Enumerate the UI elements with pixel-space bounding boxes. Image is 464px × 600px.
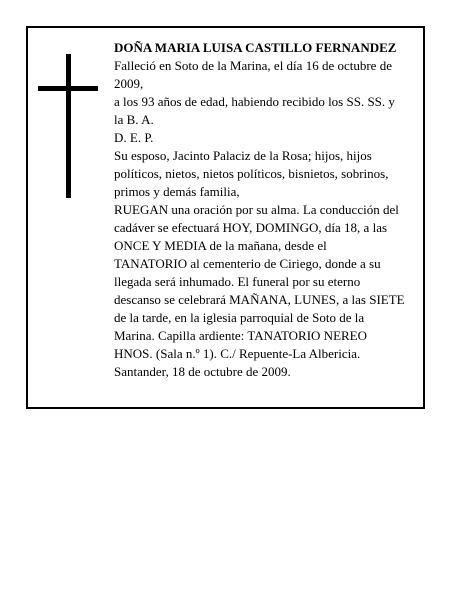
notice-line: Santander, 18 de octubre de 2009. [114,364,291,379]
notice-text [114,39,422,381]
notice-line: Falleció en Soto de la Marina, el día 16 de octubre de [114,58,392,73]
obituary-notice [26,26,425,409]
notice-line: Su esposo, Jacinto Palaciz de la Rosa; hijos, hijos [114,148,372,163]
notice-line: primos y demás familia, [114,184,240,199]
notice-line: 2009, [114,76,144,91]
notice-line: cadáver se efectuará HOY, DOMINGO, día 18, a las [114,220,388,235]
notice-line: descanso se celebrará MAÑANA, LUNES, a las SIETE [114,292,405,307]
cross-icon [38,54,98,198]
notice-line: llegada será inhumado. El funeral por su eterno [114,274,361,289]
notice-line: RUEGAN una oración por su alma. La conducción del [114,202,399,217]
deceased-name: DOÑA MARIA LUISA CASTILLO FERNANDEZ [114,40,397,55]
notice-line: a los 93 años de edad, habiendo recibido los SS. SS. y [114,94,395,109]
notice-line: TANATORIO al cementerio de Ciriego, donde a su [114,256,381,271]
cross-vertical-bar [66,54,71,198]
notice-line: ONCE Y MEDIA de la mañana, desde el [114,238,327,253]
notice-line: de la tarde, en la iglesia parroquial de Soto de la [114,310,365,325]
notice-line: políticos, nietos, nietos políticos, bisnietos, sobrinos, [114,166,389,181]
notice-line: D. E. P. [114,130,154,145]
notice-line: HNOS. (Sala n.º 1). C./ Repuente-La Albericia. [114,346,361,361]
cross-horizontal-bar [38,86,98,91]
notice-line: Marina. Capilla ardiente: TANATORIO NEREO [114,328,368,343]
notice-line: la B. A. [114,112,154,127]
